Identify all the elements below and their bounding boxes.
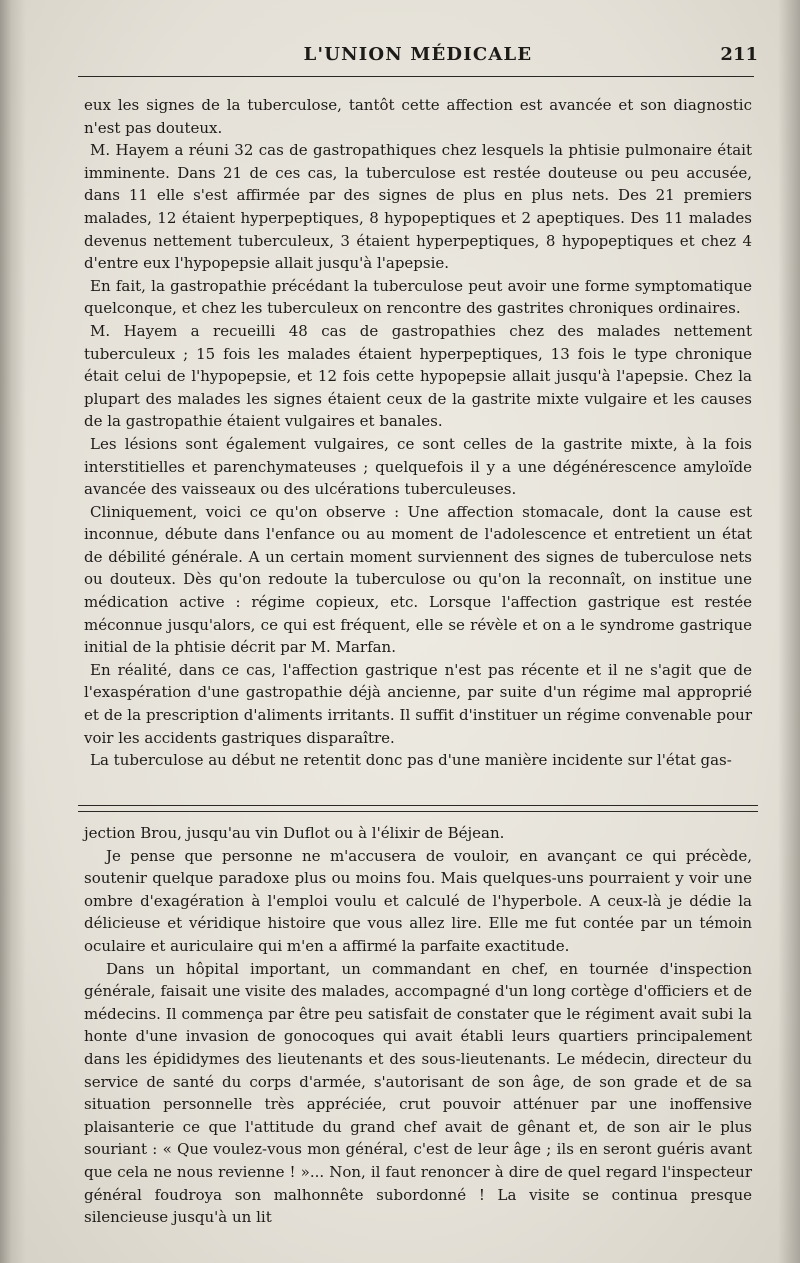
- paragraph: Les lésions sont également vulgaires, ce sont celles de la gastrite mixte, à la fois interstitielles et parenchymateuses ; quelquefois il y a une dégénérescence amyloïde avancée des vaisseaux ou des ulcérations tuberculeuses.: [84, 434, 752, 499]
- binding-shadow: [0, 0, 26, 1263]
- paragraph: Dans un hôpital important, un commandant en chef, en tournée d'inspection générale, faisait une visite des malades, accompagné d'un long cortège d'officiers et de médecins. Il commença par être peu satisfait de constater que le régiment avait subi la honte d'une invasion de gonocoques qui avait établi leurs quartiers principalement dans les épididymes des lieutenants et des sous-lieutenants. Le médecin, directeur du service de santé du corps d'armée, s'autorisant de son âge, de son grade et de sa situation personnelle très appréciée, crut pouvoir atténuer par une inoffensive plaisanterie ce que l'attitude du grand chef avait de gênant et, de son air le plus souriant : « Que voulez-vous mon général, c'est de leur âge ; ils en seront guéris avant que cela ne nous revienne ! »... Non, il faut renoncer à dire de quel regard l'inspecteur général foudroya son malhonnête subordonné ! La visite se continua presque silencieuse jusqu'à un lit: [84, 959, 752, 1227]
- page-header: [70, 40, 766, 70]
- paragraph: jection Brou, jusqu'au vin Duflot ou à l'élixir de Béjean.: [84, 824, 505, 842]
- edge-shadow: [778, 0, 800, 1263]
- paragraph: La tuberculose au début ne retentit donc pas d'une manière incidente sur l'état gas-: [90, 751, 732, 770]
- main-article: [84, 94, 752, 772]
- paragraph: M. Hayem a recueilli 48 cas de gastropathies chez des malades nettement tuberculeux ; 15 fois les malades étaient hyperpeptiques, 13 fois le type chronique était celui de l'hypopepsie, et 12 fois cette hypopepsie allait jusqu'à l'apepsie. Chez la plupart des malades les signes étaient ceux de la gastrite mixte vulgaire et les causes de la gastropathie étaient vulgaires et banales.: [84, 321, 752, 431]
- paragraph: M. Hayem a réuni 32 cas de gastropathiques chez lesquels la phtisie pulmonaire était imminente. Dans 21 de ces cas, la tuberculose est restée douteuse ou peu accusée, dans 11 elle s'est affirmée par des signes de plus en plus nets. Des 21 premiers malades, 12 étaient hyperpeptiques, 8 hypopeptiques et 2 apeptiques. Des 11 malades devenus nettement tuberculeux, 3 étaient hyperpeptiques, 8 hypopeptiques et chez 4 d'entre eux l'hypopepsie allait jusqu'à l'apepsie.: [84, 141, 752, 273]
- paragraph: En réalité, dans ce cas, l'affection gastrique n'est pas récente et il ne s'agit que de l'exaspération d'une gastropathie déjà ancienne, par suite d'un régime mal approprié et de la prescription d'aliments irritants. Il suffit d'instituer un régime convenable pour voir les accidents gastriques disparaître.: [84, 660, 752, 747]
- paragraph: Cliniquement, voici ce qu'on observe : Une affection stomacale, dont la cause est inconnue, débute dans l'enfance ou au moment de l'adolescence et entretient un état de débilité générale. A un certain moment surviennent des signes de tuberculose nets ou douteux. Dès qu'on redoute la tuberculose ou qu'on la reconnaît, on institue une médication active : régime copieux, etc. Lorsque l'affection gastrique est restée méconnue jusqu'alors, ce qui est fréquent, elle se révèle et on a le syndrome gastrique initial de la phtisie décrit par M. Marfan.: [84, 502, 752, 657]
- paragraph: eux les signes de la tuberculose, tantôt cette affection est avancée et son diagnostic n'est pas douteux.: [84, 96, 752, 137]
- header-rule: [78, 76, 754, 77]
- running-title: L'UNION MÉDICALE: [303, 44, 533, 65]
- paragraph: En fait, la gastropathie précédant la tuberculose peut avoir une forme symptomatique quelconque, et chez les tuberculeux on rencontre des gastrites chroniques ordinaires.: [84, 276, 752, 318]
- feuilleton-article: [84, 822, 752, 1229]
- paragraph: Je pense que personne ne m'accusera de vouloir, en avançant ce qui précède, soutenir quelque paradoxe plus ou moins fou. Mais quelques-uns pourraient y voir une ombre d'exagération à l'emploi voulu et calculé de l'hyperbole. A ceux-là je dédie la délicieuse et véridique histoire que vous allez lire. Elle me fut contée par un témoin oculaire et auriculaire qui m'en a affirmé la parfaite exactitude.: [84, 846, 752, 955]
- double-rule-divider: [78, 805, 758, 812]
- page-number: 211: [720, 44, 758, 65]
